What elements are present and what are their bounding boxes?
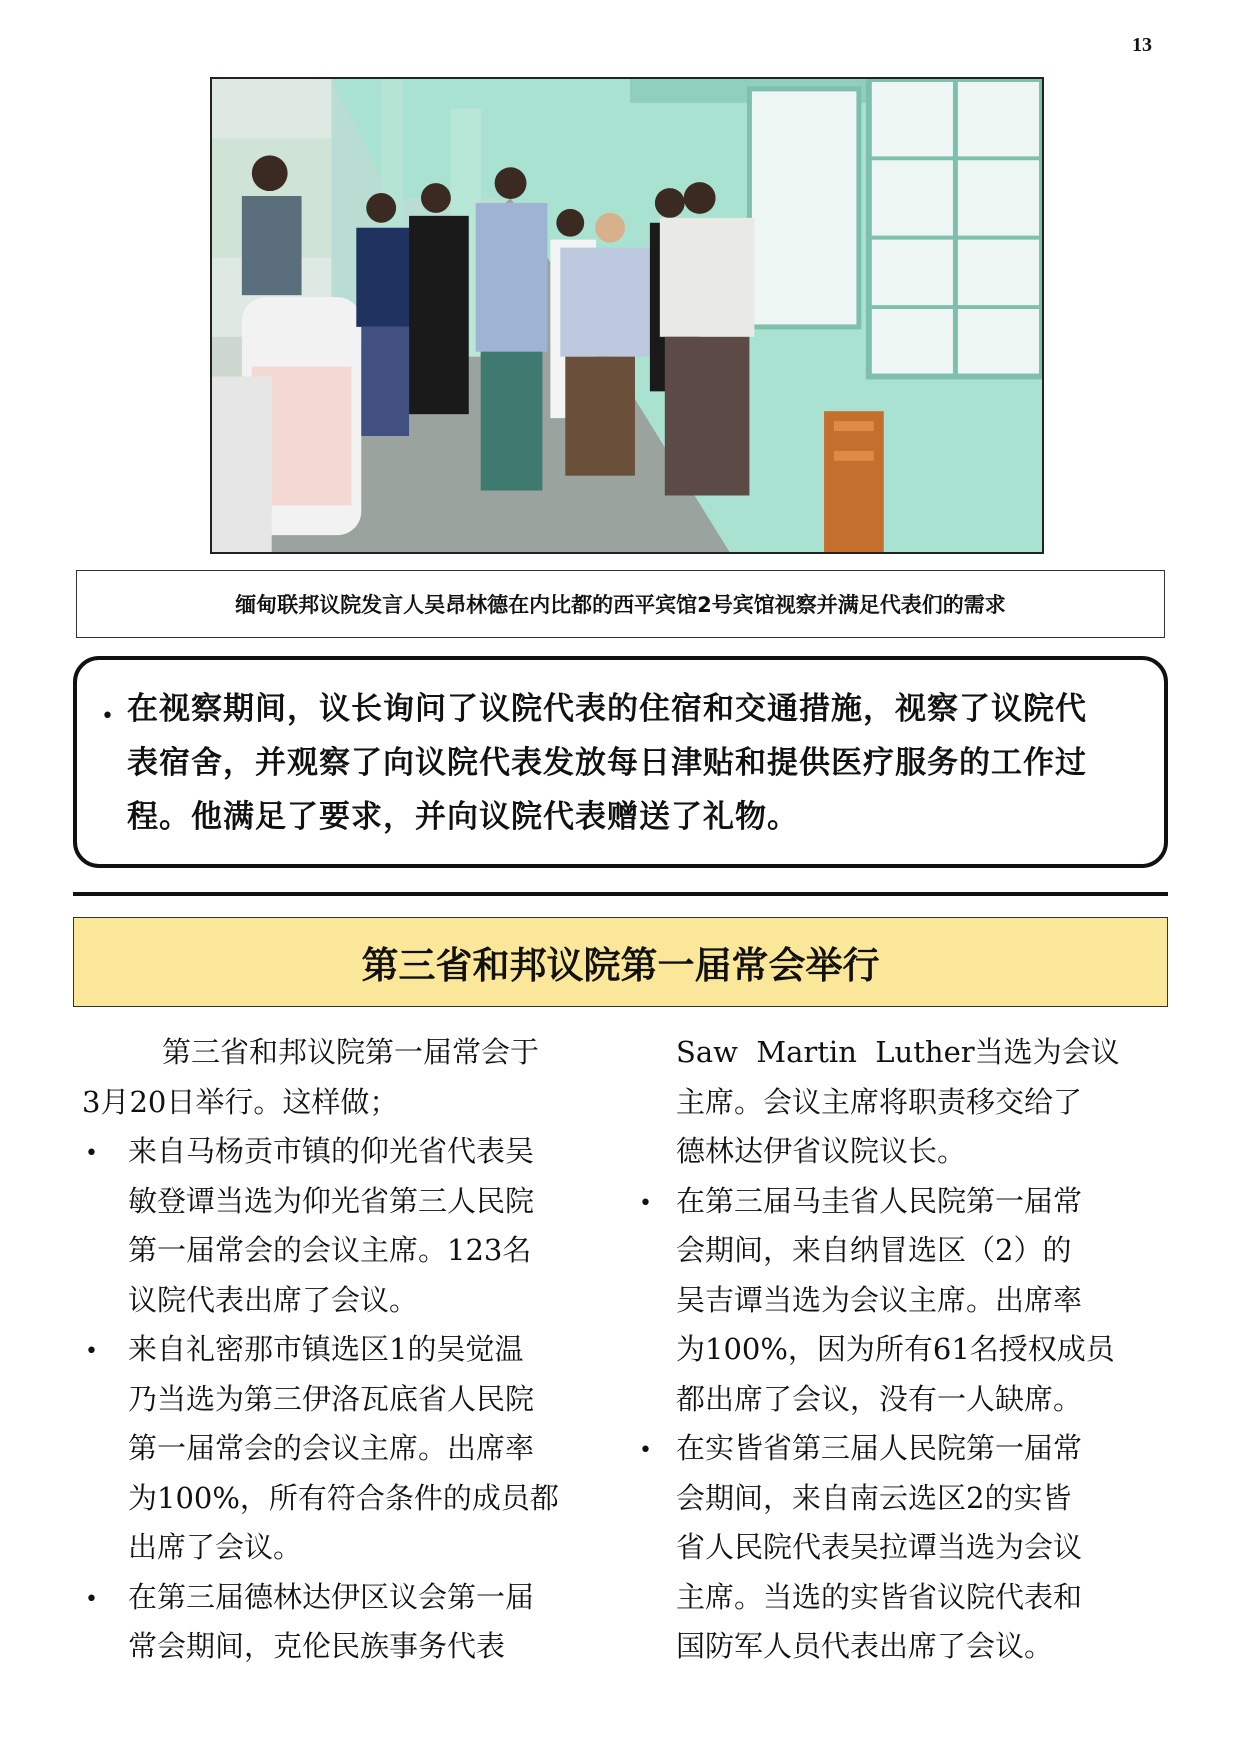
- text-line: 3月20日举行。这样做；: [82, 1084, 399, 1119]
- text-line: 主席。当选的实皆省议院代表和: [676, 1579, 1083, 1614]
- list-item: [82, 1325, 602, 1573]
- text-line: 第一届常会的会议主席。出席率: [128, 1431, 535, 1465]
- bullet-icon: •: [85, 1339, 98, 1364]
- text-line: 会期间，来自纳冒选区（2）的: [676, 1233, 1072, 1267]
- text-line: 议院代表出席了会议。: [128, 1282, 419, 1317]
- photo-image: [212, 79, 1042, 552]
- text-line: 省人民院代表吴拉谭当选为会议: [676, 1530, 1083, 1564]
- text-line: 为100%，所有符合条件的成员都: [128, 1480, 559, 1515]
- text-line: 来自礼密那市镇选区1的吴觉温: [128, 1332, 524, 1366]
- page-number: 13: [1132, 34, 1152, 56]
- list-item: [636, 1424, 1151, 1672]
- text-line: 在第三届马圭省人民院第一届常: [676, 1183, 1083, 1218]
- text-line: Saw Martin Luther当选为会议: [676, 1035, 1120, 1069]
- text-line: 都出席了会议，没有一人缺席。: [676, 1381, 1083, 1416]
- highlight-line: 表宿舍，并观察了向议院代表发放每日津贴和提供医疗服务的工作过: [127, 745, 1087, 781]
- text-line: 第三省和邦议院第一届常会于: [162, 1035, 540, 1069]
- text-line: 在第三届德林达伊区议会第一届: [128, 1579, 535, 1614]
- bullet-icon: •: [639, 1190, 652, 1216]
- news-photo: [210, 77, 1044, 554]
- highlight-line: 在视察期间，议长询问了议院代表的住宿和交通措施，视察了议院代: [127, 691, 1087, 727]
- text-line: 吴吉谭当选为会议主席。出席率: [676, 1282, 1083, 1317]
- list-item: [636, 1177, 1151, 1425]
- text-line: 在实皆省第三届人民院第一届常: [676, 1431, 1083, 1465]
- text-line: 主席。会议主席将职责移交给了: [676, 1084, 1083, 1119]
- text-line: 第一届常会的会议主席。123名: [128, 1233, 532, 1267]
- text-line: 出席了会议。: [128, 1530, 303, 1564]
- bullet-icon: •: [639, 1438, 652, 1463]
- continued-paragraph: [636, 1028, 1151, 1177]
- highlight-text: [127, 682, 1142, 844]
- text-line: 乃当选为第三伊洛瓦底省人民院: [128, 1381, 535, 1416]
- section-title: 第三省和邦议院第一届常会举行: [73, 917, 1168, 1007]
- list-item: [82, 1573, 602, 1672]
- text-line: 为100%，因为所有61名授权成员: [676, 1332, 1115, 1366]
- section-divider: [73, 892, 1168, 896]
- text-line: 国防军人员代表出席了会议。: [676, 1629, 1054, 1663]
- text-line: 会期间，来自南云选区2的实皆: [676, 1480, 1072, 1515]
- right-column: [636, 1028, 1151, 1672]
- highlight-line: 程。他满足了要求，并向议院代表赠送了礼物。: [127, 799, 799, 835]
- bullet-icon: •: [101, 704, 114, 729]
- left-column: [82, 1028, 602, 1672]
- text-line: 来自马杨贡市镇的仰光省代表吴: [128, 1134, 535, 1168]
- bullet-icon: •: [85, 1141, 98, 1166]
- text-line: 德林达伊省议院议长。: [676, 1134, 967, 1168]
- highlight-box: [73, 656, 1168, 868]
- text-line: 常会期间，克伦民族事务代表: [128, 1629, 506, 1663]
- photo-caption: 缅甸联邦议院发言人吴昂林德在内比都的西平宾馆2号宾馆视察并满足代表们的需求: [76, 570, 1165, 638]
- intro-paragraph: [82, 1028, 602, 1127]
- bullet-icon: •: [85, 1586, 98, 1612]
- text-line: 敏登谭当选为仰光省第三人民院: [128, 1183, 535, 1218]
- list-item: [82, 1127, 602, 1325]
